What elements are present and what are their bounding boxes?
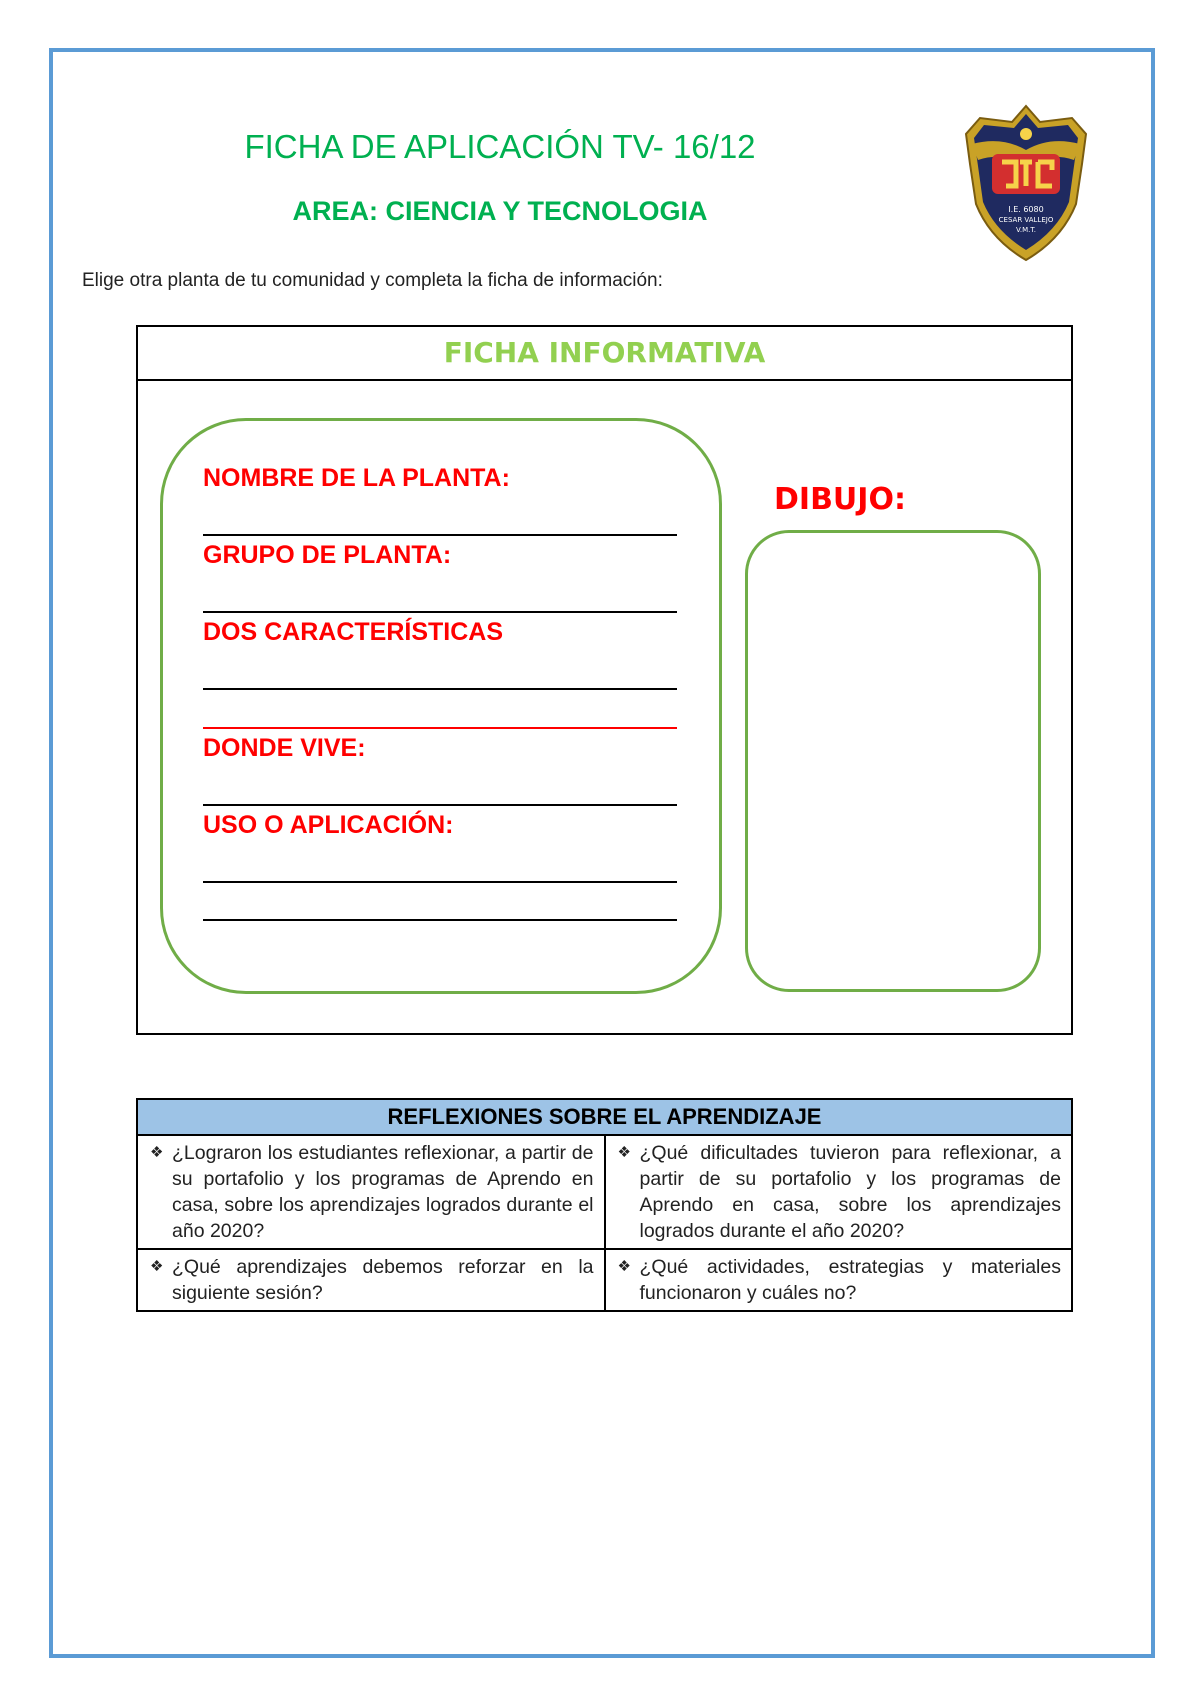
table-row [137,1135,1072,1249]
table-cell [137,1249,605,1311]
field-nombre-label: NOMBRE DE LA PLANTA: [203,464,510,492]
table-cell [605,1249,1073,1311]
diamond-bullet-icon: ❖ [150,1144,164,1161]
drawing-label: DIBUJO: [774,482,906,517]
field-donde-vive-label: DONDE VIVE: [203,734,366,762]
field-grupo-line[interactable] [203,611,677,613]
ficha-heading: FICHA INFORMATIVA [138,327,1071,381]
plant-info-card [160,418,722,994]
question-text: ¿Lograron los estudiantes reflexionar, a partir de su portafolio y los programas de Aprendo en casa, sobre los aprendizajes logrados durante el año 2020? [172,1142,594,1242]
reflexiones-heading: REFLEXIONES SOBRE EL APRENDIZAJE [137,1099,1072,1135]
field-caracteristicas-label: DOS CARACTERÍSTICAS [203,618,504,646]
school-crest-logo [962,104,1090,262]
reflexiones-table [136,1098,1073,1312]
field-donde-vive-line[interactable] [203,804,677,806]
logo-line-2: CESAR VALLEJO [998,216,1054,224]
diamond-bullet-icon: ❖ [150,1258,164,1275]
question-text: ¿Qué dificultades tuvieron para reflexionar, a partir de su portafolio y los programas de Aprendo en casa, sobre los aprendizajes logrados durante el año 2020? [639,1142,1061,1242]
instruction-text: Elige otra planta de tu comunidad y completa la ficha de información: [82,270,663,291]
field-uso-line-2[interactable] [203,919,677,921]
field-nombre-line[interactable] [203,534,677,536]
field-grupo-label: GRUPO DE PLANTA: [203,541,452,569]
diamond-bullet-icon: ❖ [617,1258,631,1275]
area-subtitle: AREA: CIENCIA Y TECNOLOGIA [292,196,708,226]
drawing-area[interactable] [745,530,1041,992]
question-text: ¿Qué actividades, estrategias y materiales funcionaron y cuáles no? [639,1256,1061,1304]
field-uso-label: USO O APLICACIÓN: [203,811,454,839]
field-caracteristicas-line-1[interactable] [203,688,677,690]
ficha-informativa-box [136,325,1073,1035]
logo-line-1: I.E. 6080 [1008,205,1044,214]
table-cell [605,1135,1073,1249]
question-text: ¿Qué aprendizajes debemos reforzar en la siguiente sesión? [172,1256,594,1304]
table-row [137,1249,1072,1311]
table-cell [137,1135,605,1249]
field-caracteristicas-line-2[interactable] [203,727,677,729]
page-title: FICHA DE APLICACIÓN TV- 16/12 [244,128,756,165]
diamond-bullet-icon: ❖ [617,1144,631,1161]
logo-line-3: V.M.T. [1015,226,1037,234]
field-uso-line-1[interactable] [203,881,677,883]
